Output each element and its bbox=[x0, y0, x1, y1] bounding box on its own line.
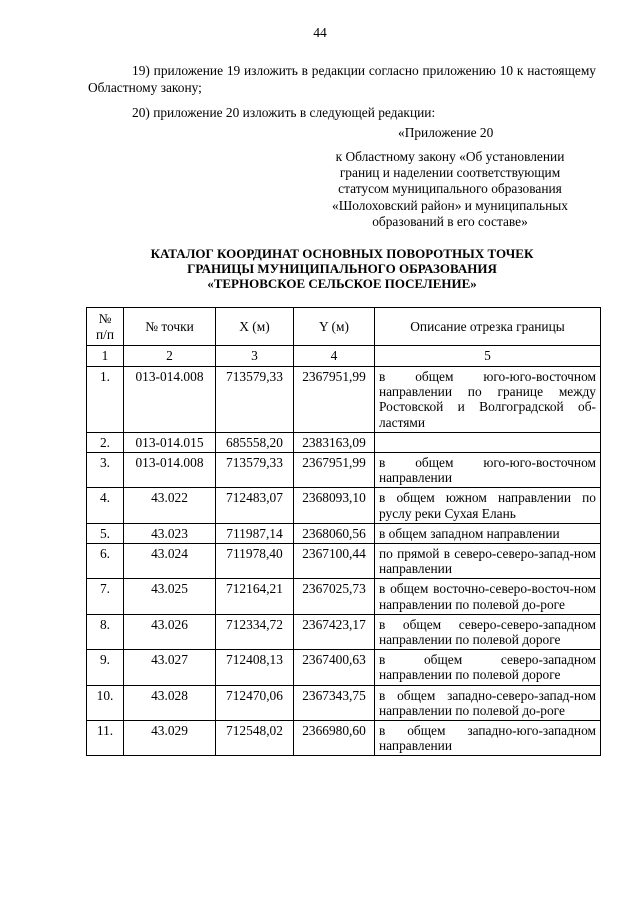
column-number: 5 bbox=[375, 346, 601, 367]
table-row bbox=[87, 367, 601, 433]
header-point-number: № точки bbox=[124, 308, 216, 346]
catalog-heading bbox=[88, 247, 596, 291]
column-number: 3 bbox=[216, 346, 294, 367]
row-number-cell: 9. bbox=[87, 650, 124, 685]
paragraph-item-19: 19) приложение 19 изложить в редакции согласно приложению 10 к настоящему Областному закону; bbox=[88, 63, 596, 95]
point-number-cell: 013-014.008 bbox=[124, 453, 216, 488]
x-coordinate-cell: 713579,33 bbox=[216, 367, 294, 433]
coordinates-table bbox=[86, 307, 601, 756]
table-row bbox=[87, 488, 601, 523]
point-number-cell: 013-014.015 bbox=[124, 432, 216, 452]
y-coordinate-cell: 2366980,60 bbox=[294, 721, 375, 756]
x-coordinate-cell: 712408,13 bbox=[216, 650, 294, 685]
y-coordinate-cell: 2367951,99 bbox=[294, 453, 375, 488]
table-row bbox=[87, 453, 601, 488]
point-number-cell: 43.024 bbox=[124, 544, 216, 579]
header-y-coordinate: Y (м) bbox=[294, 308, 375, 346]
segment-description-cell: в общем восточно-северо-восточ-ном направлении по полевой до-роге bbox=[375, 579, 601, 614]
x-coordinate-cell: 712548,02 bbox=[216, 721, 294, 756]
x-coordinate-cell: 712483,07 bbox=[216, 488, 294, 523]
header-segment-description: Описание отрезка границы bbox=[375, 308, 601, 346]
header-x-coordinate: X (м) bbox=[216, 308, 294, 346]
segment-description-cell: в общем северо-северо-западном направлении по полевой дороге bbox=[375, 614, 601, 649]
point-number-cell: 43.026 bbox=[124, 614, 216, 649]
appendix-title: «Приложение 20 bbox=[398, 125, 494, 140]
y-coordinate-cell: 2367423,17 bbox=[294, 614, 375, 649]
segment-description-cell: в общем западно-юго-западном направлении bbox=[375, 721, 601, 756]
y-coordinate-cell: 2367100,44 bbox=[294, 544, 375, 579]
table-header-row bbox=[87, 308, 601, 346]
x-coordinate-cell: 685558,20 bbox=[216, 432, 294, 452]
table-row bbox=[87, 650, 601, 685]
header-row-number: № п/п bbox=[87, 308, 124, 346]
column-number: 2 bbox=[124, 346, 216, 367]
row-number-cell: 11. bbox=[87, 721, 124, 756]
column-number: 1 bbox=[87, 346, 124, 367]
x-coordinate-cell: 712470,06 bbox=[216, 685, 294, 720]
segment-description-cell: в общем юго-юго-восточном направлении по границе между Ростовской и Волгоградской об-ластями bbox=[375, 367, 601, 433]
x-coordinate-cell: 712334,72 bbox=[216, 614, 294, 649]
x-coordinate-cell: 711987,14 bbox=[216, 523, 294, 543]
point-number-cell: 43.023 bbox=[124, 523, 216, 543]
table-row bbox=[87, 523, 601, 543]
y-coordinate-cell: 2368060,56 bbox=[294, 523, 375, 543]
row-number-cell: 8. bbox=[87, 614, 124, 649]
row-number-cell: 6. bbox=[87, 544, 124, 579]
segment-description-cell: в общем северо-западном направлении по полевой дороге bbox=[375, 650, 601, 685]
point-number-cell: 013-014.008 bbox=[124, 367, 216, 433]
table-row bbox=[87, 614, 601, 649]
point-number-cell: 43.028 bbox=[124, 685, 216, 720]
row-number-cell: 4. bbox=[87, 488, 124, 523]
appendix-subtitle-line: «Шолоховский район» и муниципальных bbox=[332, 197, 568, 213]
x-coordinate-cell: 711978,40 bbox=[216, 544, 294, 579]
row-number-cell: 3. bbox=[87, 453, 124, 488]
row-number-cell: 7. bbox=[87, 579, 124, 614]
table-row bbox=[87, 544, 601, 579]
catalog-heading-line: «ТЕРНОВСКОЕ СЕЛЬСКОЕ ПОСЕЛЕНИЕ» bbox=[207, 275, 477, 291]
x-coordinate-cell: 713579,33 bbox=[216, 453, 294, 488]
column-number: 4 bbox=[294, 346, 375, 367]
point-number-cell: 43.025 bbox=[124, 579, 216, 614]
table-row bbox=[87, 579, 601, 614]
segment-description-cell: в общем западно-северо-запад-ном направлении по полевой до-роге bbox=[375, 685, 601, 720]
appendix-subtitle-line: к Областному закону «Об установлении bbox=[335, 149, 565, 164]
segment-description-cell bbox=[375, 432, 601, 452]
row-number-cell: 1. bbox=[87, 367, 124, 433]
point-number-cell: 43.027 bbox=[124, 650, 216, 685]
row-number-cell: 5. bbox=[87, 523, 124, 543]
row-number-cell: 2. bbox=[87, 432, 124, 452]
appendix-subtitle-line: статусом муниципального образования bbox=[338, 181, 562, 197]
appendix-subtitle-line: границ и наделении соответствующим bbox=[339, 165, 561, 181]
point-number-cell: 43.029 bbox=[124, 721, 216, 756]
segment-description-cell: в общем южном направлении по руслу реки Сухая Елань bbox=[375, 488, 601, 523]
segment-description-cell: по прямой в северо-северо-запад-ном направлении bbox=[375, 544, 601, 579]
segment-description-cell: в общем юго-юго-восточном направлении bbox=[375, 453, 601, 488]
y-coordinate-cell: 2383163,09 bbox=[294, 432, 375, 452]
point-number-cell: 43.022 bbox=[124, 488, 216, 523]
appendix-subtitle-line: образований в его составе» bbox=[372, 213, 528, 229]
catalog-heading-line: ГРАНИЦЫ МУНИЦИПАЛЬНОГО ОБРАЗОВАНИЯ bbox=[187, 260, 497, 276]
y-coordinate-cell: 2367400,63 bbox=[294, 650, 375, 685]
appendix-subtitle bbox=[300, 149, 600, 230]
segment-description-cell: в общем западном направлении bbox=[375, 523, 601, 543]
paragraph-item-20: 20) приложение 20 изложить в следующей редакции: bbox=[132, 105, 436, 120]
x-coordinate-cell: 712164,21 bbox=[216, 579, 294, 614]
y-coordinate-cell: 2367025,73 bbox=[294, 579, 375, 614]
y-coordinate-cell: 2368093,10 bbox=[294, 488, 375, 523]
column-number-row bbox=[87, 346, 601, 367]
y-coordinate-cell: 2367951,99 bbox=[294, 367, 375, 433]
catalog-heading-line: КАТАЛОГ КООРДИНАТ ОСНОВНЫХ ПОВОРОТНЫХ ТОЧЕК bbox=[150, 246, 534, 261]
row-number-cell: 10. bbox=[87, 685, 124, 720]
table-row bbox=[87, 721, 601, 756]
y-coordinate-cell: 2367343,75 bbox=[294, 685, 375, 720]
table-row bbox=[87, 432, 601, 452]
page-number: 44 bbox=[313, 25, 327, 40]
table-row bbox=[87, 685, 601, 720]
